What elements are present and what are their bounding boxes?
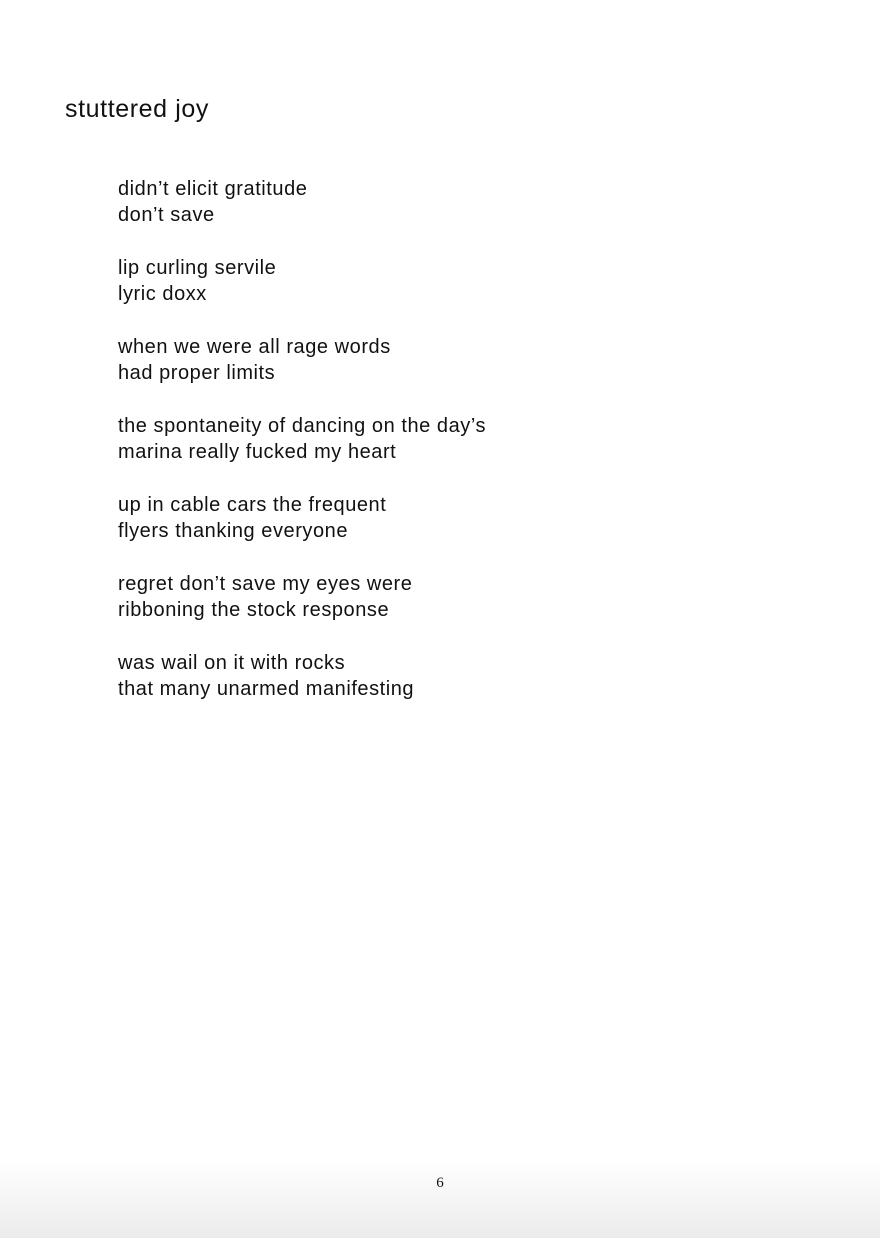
poem-line: regret don’t save my eyes were — [118, 573, 413, 595]
poem-title: stuttered joy — [65, 95, 209, 123]
poem-line: lip curling servile — [118, 257, 277, 279]
page-number: 6 — [436, 1175, 444, 1191]
stanza — [118, 650, 818, 729]
poem-line: don’t save — [118, 204, 215, 226]
poem-line: when we were all rage words — [118, 336, 391, 358]
poem-line: lyric doxx — [118, 283, 207, 305]
stanza — [118, 176, 818, 255]
poem-line: the spontaneity of dancing on the day’s — [118, 415, 487, 437]
poem-line: that many unarmed manifesting — [118, 678, 415, 700]
poem-line: marina really fucked my heart — [118, 441, 397, 463]
poem-line: was wail on it with rocks — [118, 652, 346, 674]
stanza — [118, 255, 818, 334]
poem-line: ribboning the stock response — [118, 599, 390, 621]
poem-body — [118, 176, 818, 729]
poem-line: up in cable cars the frequent — [118, 494, 387, 516]
poem-line: flyers thanking everyone — [118, 520, 348, 542]
poem-line: didn’t elicit gratitude — [118, 178, 308, 200]
poem-line: had proper limits — [118, 362, 276, 384]
stanza — [118, 492, 818, 571]
stanza — [118, 571, 818, 650]
stanza — [118, 334, 818, 413]
stanza — [118, 413, 818, 492]
